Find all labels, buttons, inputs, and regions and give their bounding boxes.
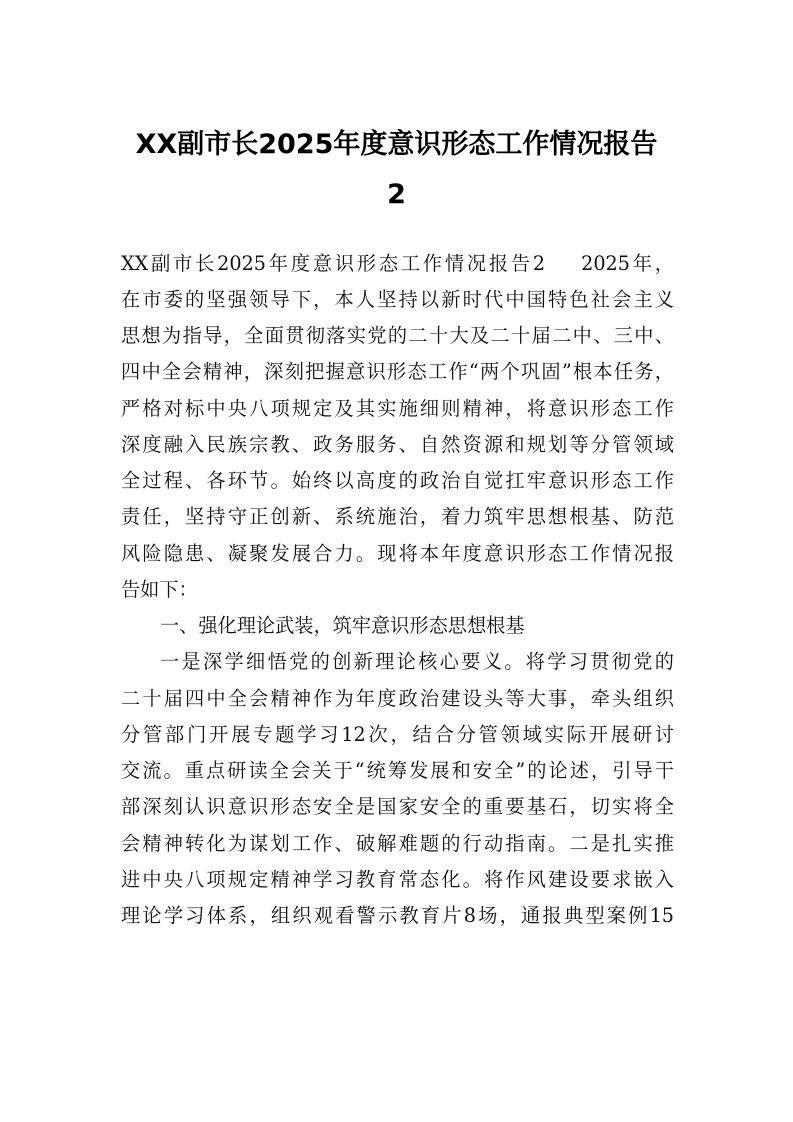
body-line: 风险隐患、凝聚发展合力。现将本年度意识形态工作情况报 xyxy=(121,542,674,565)
body-line: 严格对标中央八项规定及其实施细则精神，将意识形态工作 xyxy=(121,397,674,420)
body-line: 交流。重点研读全会关于“统筹发展和安全”的论述，引导干 xyxy=(121,759,674,782)
body-line: 告如下： xyxy=(121,578,198,601)
document-title-line-2: 2 xyxy=(387,179,406,210)
body-line: 责任，坚持守正创新、系统施治，着力筑牢思想根基、防范 xyxy=(121,505,674,528)
body-line: 理论学习体系，组织观看警示教育片8场，通报典型案例15 xyxy=(121,904,674,927)
body-line: 在市委的坚强领导下，本人坚持以新时代中国特色社会主义 xyxy=(121,288,674,311)
body-line: 会精神转化为谋划工作、破解难题的行动指南。二是扎实推 xyxy=(121,832,674,855)
paragraph-intro-first-line xyxy=(121,251,674,277)
intro-prefix: XX副市长2025年度意识形态工作情况报告2 xyxy=(121,252,546,275)
body-line: 分管部门开展专题学习12次，结合分管领域实际开展研讨 xyxy=(121,723,674,746)
body-line: 深度融入民族宗教、政务服务、自然资源和规划等分管领域 xyxy=(121,433,674,456)
body-line: 全过程、各环节。始终以高度的政治自觉扛牢意识形态工作 xyxy=(121,469,674,492)
document-title-line-1: XX副市长2025年度意识形态工作情况报告 xyxy=(135,129,658,160)
body-line: 部深刻认识意识形态安全是国家安全的重要基石，切实将全 xyxy=(121,795,674,818)
body-line: 进中央八项规定精神学习教育常态化。将作风建设要求嵌入 xyxy=(121,868,674,891)
intro-year: 2025年， xyxy=(581,252,674,275)
body-line: 四中全会精神，深刻把握意识形态工作“两个巩固”根本任务， xyxy=(121,360,674,383)
body-line: 二十届四中全会精神作为年度政治建设头等大事，牵头组织 xyxy=(121,687,674,710)
body-line: 一是深学细悟党的创新理论核心要义。将学习贯彻党的 xyxy=(160,650,674,673)
section-heading: 一、强化理论武装，筑牢意识形态思想根基 xyxy=(160,614,525,637)
body-line: 思想为指导，全面贯彻落实党的二十大及二十届二中、三中、 xyxy=(121,324,674,347)
